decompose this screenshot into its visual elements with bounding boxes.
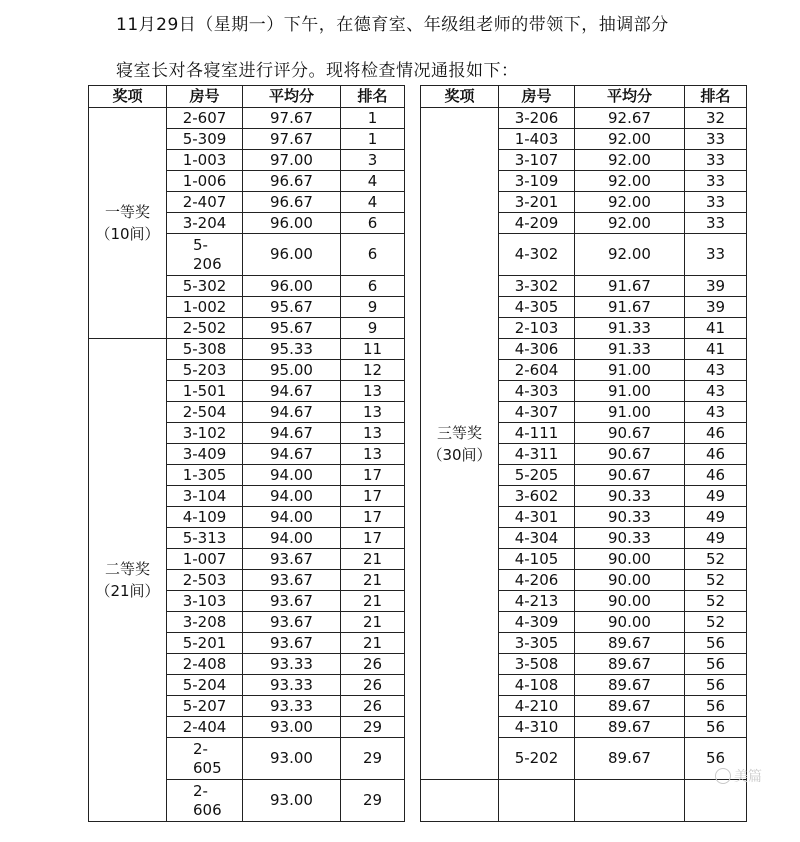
score-cell: 97.00	[243, 150, 341, 171]
award-cell	[89, 339, 167, 822]
score-cell: 90.00	[575, 612, 685, 633]
room-cell: 2-408	[167, 654, 243, 675]
table-row	[89, 108, 405, 129]
score-cell: 90.00	[575, 549, 685, 570]
room-part: 206	[193, 254, 222, 273]
rank-cell: 49	[685, 486, 747, 507]
empty-cell	[575, 780, 685, 822]
room-cell: 2-503	[167, 570, 243, 591]
score-cell: 91.00	[575, 381, 685, 402]
room-cell: 3-109	[499, 171, 575, 192]
room-cell: 4-310	[499, 717, 575, 738]
intro-line-1: 11月29日（星期一）下午，在德育室、年级组老师的带领下，抽调部分	[116, 15, 669, 35]
score-cell: 93.67	[243, 612, 341, 633]
room-cell: 1-007	[167, 549, 243, 570]
score-cell: 96.67	[243, 192, 341, 213]
rank-cell: 56	[685, 738, 747, 780]
rank-cell: 52	[685, 612, 747, 633]
score-cell: 95.67	[243, 318, 341, 339]
rank-cell: 13	[341, 423, 405, 444]
room-cell: 3-103	[167, 591, 243, 612]
score-cell: 94.00	[243, 486, 341, 507]
rank-cell: 56	[685, 675, 747, 696]
rank-cell: 17	[341, 465, 405, 486]
room-cell: 4-213	[499, 591, 575, 612]
rank-cell: 46	[685, 465, 747, 486]
table-row	[421, 108, 747, 129]
score-cell: 91.33	[575, 339, 685, 360]
rank-cell: 39	[685, 297, 747, 318]
score-cell: 97.67	[243, 129, 341, 150]
rank-cell: 13	[341, 444, 405, 465]
score-cell: 89.67	[575, 675, 685, 696]
rank-cell: 33	[685, 213, 747, 234]
score-cell: 92.00	[575, 192, 685, 213]
award-cell	[89, 108, 167, 339]
score-cell: 89.67	[575, 633, 685, 654]
room-cell: 1-003	[167, 150, 243, 171]
room-cell: 5-205	[499, 465, 575, 486]
room-cell: 3-104	[167, 486, 243, 507]
rank-cell: 11	[341, 339, 405, 360]
rank-cell: 52	[685, 570, 747, 591]
room-cell: 2-607	[167, 108, 243, 129]
score-cell: 94.67	[243, 444, 341, 465]
room-cell: 4-105	[499, 549, 575, 570]
score-cell: 93.00	[243, 780, 341, 822]
rank-cell: 9	[341, 297, 405, 318]
rank-cell: 4	[341, 171, 405, 192]
rankings-table-right	[420, 85, 747, 822]
score-cell: 93.67	[243, 570, 341, 591]
rank-cell: 9	[341, 318, 405, 339]
award-name: 三等奖	[436, 423, 482, 442]
score-cell: 94.67	[243, 423, 341, 444]
rank-cell: 21	[341, 570, 405, 591]
score-cell: 95.67	[243, 297, 341, 318]
score-cell: 91.33	[575, 318, 685, 339]
score-cell: 94.67	[243, 381, 341, 402]
score-cell: 93.33	[243, 675, 341, 696]
rank-cell: 56	[685, 717, 747, 738]
room-cell: 1-403	[499, 129, 575, 150]
rank-cell: 49	[685, 528, 747, 549]
rank-cell: 17	[341, 507, 405, 528]
score-cell: 90.67	[575, 465, 685, 486]
rank-cell: 52	[685, 549, 747, 570]
score-cell: 92.00	[575, 213, 685, 234]
score-cell: 96.67	[243, 171, 341, 192]
rank-cell: 56	[685, 633, 747, 654]
rank-cell: 17	[341, 528, 405, 549]
rank-cell: 6	[341, 213, 405, 234]
room-cell: 4-311	[499, 444, 575, 465]
score-cell: 89.67	[575, 654, 685, 675]
rank-cell: 29	[341, 738, 405, 780]
header-award: 奖项	[89, 86, 167, 108]
rank-cell: 39	[685, 276, 747, 297]
room-cell	[167, 780, 243, 822]
rank-cell: 29	[341, 717, 405, 738]
award-count: （30间）	[427, 445, 492, 464]
rank-cell: 26	[341, 675, 405, 696]
header-rank: 排名	[341, 86, 405, 108]
room-cell: 5-313	[167, 528, 243, 549]
rank-cell: 21	[341, 591, 405, 612]
room-cell: 1-305	[167, 465, 243, 486]
room-cell: 5-204	[167, 675, 243, 696]
score-cell: 90.33	[575, 507, 685, 528]
room-cell: 2-103	[499, 318, 575, 339]
rank-cell: 49	[685, 507, 747, 528]
score-cell: 91.00	[575, 402, 685, 423]
score-cell: 92.00	[575, 129, 685, 150]
room-cell	[167, 234, 243, 276]
rank-cell: 6	[341, 276, 405, 297]
award-name: 二等奖	[104, 560, 150, 578]
rank-cell: 17	[341, 486, 405, 507]
room-cell: 3-102	[167, 423, 243, 444]
rank-cell: 52	[685, 591, 747, 612]
rank-cell: 12	[341, 360, 405, 381]
score-cell: 91.67	[575, 276, 685, 297]
award-count: （10间）	[95, 225, 160, 243]
score-cell: 94.00	[243, 465, 341, 486]
score-cell: 92.00	[575, 171, 685, 192]
score-cell: 91.00	[575, 360, 685, 381]
score-cell: 90.67	[575, 423, 685, 444]
room-cell: 4-305	[499, 297, 575, 318]
rank-cell: 46	[685, 444, 747, 465]
room-cell: 2-404	[167, 717, 243, 738]
table-row	[89, 339, 405, 360]
rank-cell: 3	[341, 150, 405, 171]
rank-cell: 33	[685, 129, 747, 150]
rank-cell: 43	[685, 402, 747, 423]
room-cell: 2-502	[167, 318, 243, 339]
rank-cell: 46	[685, 423, 747, 444]
room-cell: 5-308	[167, 339, 243, 360]
header-score: 平均分	[575, 86, 685, 108]
empty-row	[421, 780, 747, 822]
room-part: 2-	[193, 781, 208, 800]
score-cell: 96.00	[243, 213, 341, 234]
score-cell: 89.67	[575, 717, 685, 738]
watermark-logo: 美篇	[715, 766, 762, 786]
room-cell: 4-309	[499, 612, 575, 633]
score-cell: 93.00	[243, 738, 341, 780]
rank-cell: 21	[341, 549, 405, 570]
score-cell: 89.67	[575, 738, 685, 780]
award-cell	[421, 108, 499, 780]
score-cell: 95.33	[243, 339, 341, 360]
room-cell: 4-111	[499, 423, 575, 444]
room-part: 5-	[193, 235, 208, 254]
empty-cell	[421, 780, 499, 822]
rank-cell: 13	[341, 381, 405, 402]
room-cell: 4-302	[499, 234, 575, 276]
room-cell: 4-108	[499, 675, 575, 696]
rank-cell: 26	[341, 696, 405, 717]
score-cell: 93.00	[243, 717, 341, 738]
room-cell: 5-207	[167, 696, 243, 717]
score-cell: 90.33	[575, 528, 685, 549]
score-cell: 91.67	[575, 297, 685, 318]
score-cell: 96.00	[243, 276, 341, 297]
score-cell: 93.33	[243, 654, 341, 675]
score-cell: 94.67	[243, 402, 341, 423]
rankings-table-left	[88, 85, 405, 822]
score-cell: 95.00	[243, 360, 341, 381]
header-rank: 排名	[685, 86, 747, 108]
rank-cell: 33	[685, 171, 747, 192]
room-cell: 3-409	[167, 444, 243, 465]
score-cell: 93.33	[243, 696, 341, 717]
header-room: 房号	[499, 86, 575, 108]
room-cell: 4-304	[499, 528, 575, 549]
score-cell: 97.67	[243, 108, 341, 129]
score-cell: 92.67	[575, 108, 685, 129]
rank-cell: 21	[341, 633, 405, 654]
room-cell: 5-201	[167, 633, 243, 654]
score-cell: 92.00	[575, 150, 685, 171]
room-part: 606	[193, 800, 222, 819]
room-cell: 5-309	[167, 129, 243, 150]
room-cell	[167, 738, 243, 780]
award-count: （21间）	[95, 582, 160, 600]
room-cell: 4-209	[499, 213, 575, 234]
room-cell: 2-604	[499, 360, 575, 381]
room-cell: 4-109	[167, 507, 243, 528]
rank-cell: 33	[685, 234, 747, 276]
rank-cell: 56	[685, 696, 747, 717]
rank-cell: 26	[341, 654, 405, 675]
rank-cell: 41	[685, 318, 747, 339]
rank-cell: 1	[341, 129, 405, 150]
score-cell: 90.33	[575, 486, 685, 507]
header-award: 奖项	[421, 86, 499, 108]
room-cell: 5-302	[167, 276, 243, 297]
rank-cell: 6	[341, 234, 405, 276]
score-cell: 90.00	[575, 591, 685, 612]
rank-cell: 43	[685, 360, 747, 381]
room-cell: 3-107	[499, 150, 575, 171]
room-cell: 1-501	[167, 381, 243, 402]
room-cell: 3-201	[499, 192, 575, 213]
room-part: 2-	[193, 739, 208, 758]
rank-cell: 29	[341, 780, 405, 822]
room-cell: 3-302	[499, 276, 575, 297]
rank-cell: 41	[685, 339, 747, 360]
room-cell: 2-504	[167, 402, 243, 423]
room-cell: 4-206	[499, 570, 575, 591]
room-cell: 5-203	[167, 360, 243, 381]
score-cell: 89.67	[575, 696, 685, 717]
room-cell: 4-307	[499, 402, 575, 423]
room-cell: 3-204	[167, 213, 243, 234]
score-cell: 94.00	[243, 507, 341, 528]
room-cell: 3-602	[499, 486, 575, 507]
score-cell: 96.00	[243, 234, 341, 276]
room-cell: 2-407	[167, 192, 243, 213]
room-cell: 4-210	[499, 696, 575, 717]
score-cell: 93.67	[243, 591, 341, 612]
score-cell: 92.00	[575, 234, 685, 276]
award-name: 一等奖	[104, 203, 150, 221]
rank-cell: 33	[685, 150, 747, 171]
intro-line-2: 寝室长对各寝室进行评分。现将检查情况通报如下：	[116, 61, 519, 81]
rank-cell: 4	[341, 192, 405, 213]
rank-cell: 56	[685, 654, 747, 675]
room-cell: 3-305	[499, 633, 575, 654]
rank-cell: 13	[341, 402, 405, 423]
room-cell: 3-208	[167, 612, 243, 633]
rank-cell: 33	[685, 192, 747, 213]
logo-circle-icon	[715, 768, 731, 784]
empty-cell	[499, 780, 575, 822]
rank-cell: 32	[685, 108, 747, 129]
room-cell: 3-508	[499, 654, 575, 675]
score-cell: 93.67	[243, 633, 341, 654]
rank-cell: 1	[341, 108, 405, 129]
score-cell: 93.67	[243, 549, 341, 570]
room-cell: 3-206	[499, 108, 575, 129]
room-cell: 4-303	[499, 381, 575, 402]
room-part: 605	[193, 758, 222, 777]
rank-cell: 43	[685, 381, 747, 402]
room-cell: 1-006	[167, 171, 243, 192]
score-cell: 94.00	[243, 528, 341, 549]
header-room: 房号	[167, 86, 243, 108]
header-score: 平均分	[243, 86, 341, 108]
room-cell: 5-202	[499, 738, 575, 780]
room-cell: 1-002	[167, 297, 243, 318]
score-cell: 90.00	[575, 570, 685, 591]
score-cell: 90.67	[575, 444, 685, 465]
rank-cell: 21	[341, 612, 405, 633]
room-cell: 4-306	[499, 339, 575, 360]
room-cell: 4-301	[499, 507, 575, 528]
